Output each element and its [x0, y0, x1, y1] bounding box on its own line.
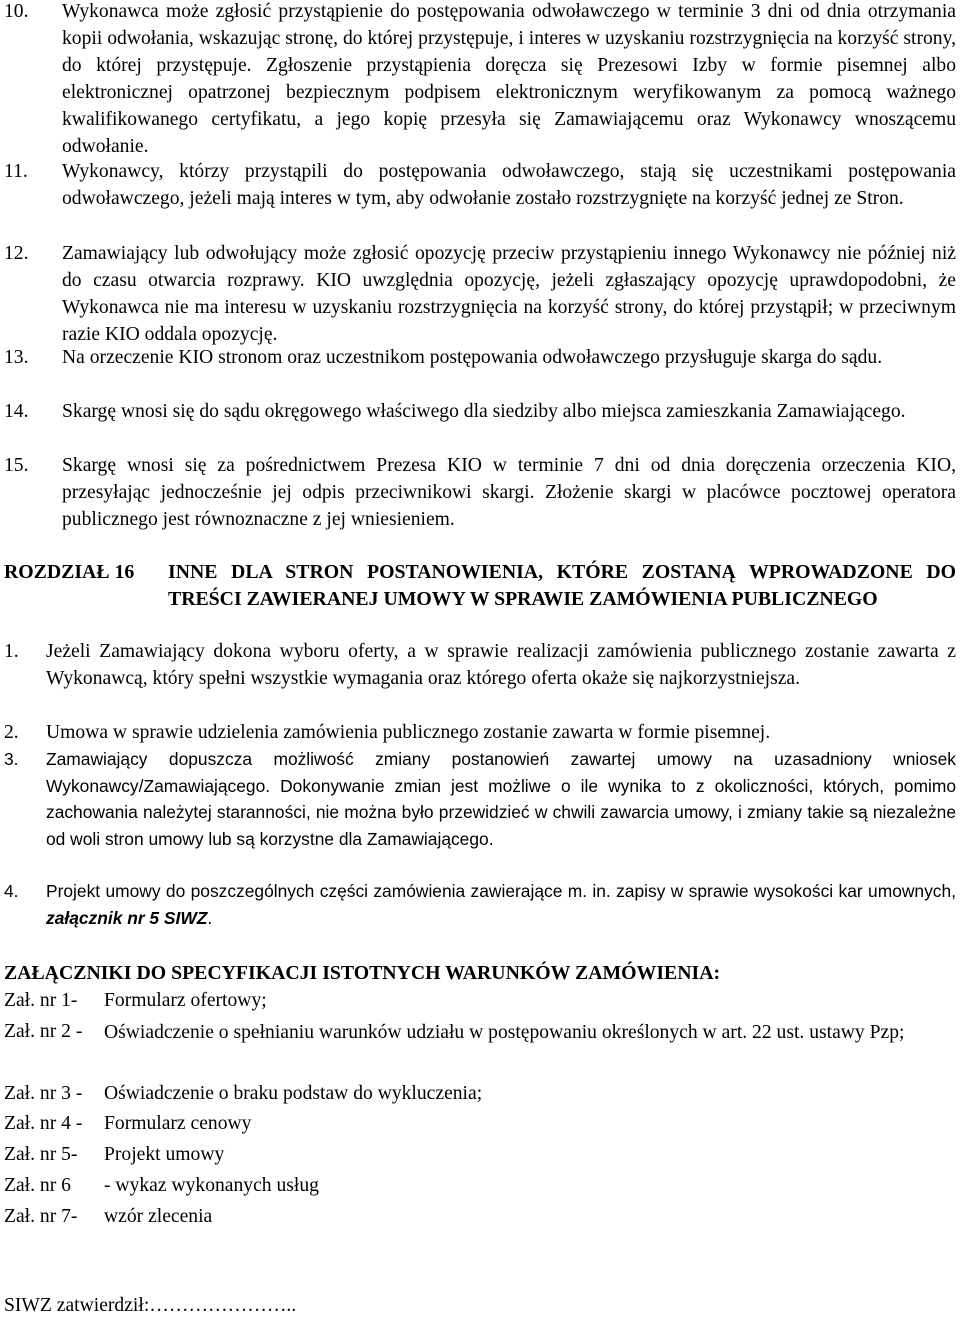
attachment-label: Zał. nr 6	[4, 1175, 71, 1196]
list-item	[4, 452, 956, 533]
list-item	[4, 158, 956, 212]
list-item	[4, 878, 956, 932]
item-number: 12.	[4, 243, 29, 264]
item-text: Jeżeli Zamawiający dokona wyboru oferty, a w sprawie realizacji zamówienia publicznego zostanie zawarta z Wykonawcą, który spełni wszystkie wymagania oraz którego oferta okaże się najkorzystniejsza.	[46, 641, 956, 689]
attachments-heading: ZAŁĄCZNIKI DO SPECYFIKACJI ISTOTNYCH WARUNKÓW ZAMÓWIENIA:	[4, 962, 721, 984]
attachment-item	[4, 1203, 956, 1230]
item-text: Zamawiający dopuszcza możliwość zmiany postanowień zawartej umowy na uzasadniony wniosek Wykonawcy/Zamawiającego. Dokonywanie zmian jest możliwe o ile wynika to z okoliczności, których, pomimo zachowania należytej staranności, nie można było przewidzieć w chwili zawarcia umowy, i zmiany takie są niezależne od woli stron umowy lub są korzystne dla Zamawiającego.	[46, 749, 956, 849]
item-number: 10.	[4, 1, 29, 22]
item-number: 2.	[4, 722, 19, 743]
item-text: Zamawiający lub odwołujący może zgłosić opozycję przeciw przystąpieniu innego Wykonawcy nie później niż do czasu otwarcia rozprawy. KIO uwzględnia opozycję, jeżeli zgłaszający opozycję uprawdopodobni, że Wykonawca nie ma interesu w uzyskaniu rozstrzygnięcia na korzyść strony, do której przystąpił; w przeciwnym razie KIO oddala opozycję.	[62, 243, 956, 345]
attachment-text: wzór zlecenia	[104, 1206, 213, 1227]
attachment-item	[4, 987, 956, 1014]
signature-line: SIWZ zatwierdził:…………………..	[4, 1295, 297, 1316]
item-number: 3.	[4, 749, 19, 769]
attachment-text: Formularz cenowy	[104, 1113, 252, 1134]
item-text: Umowa w sprawie udzielenia zamówienia publicznego zostanie zawarta w formie pisemnej.	[46, 722, 771, 743]
item-number: 14.	[4, 401, 29, 422]
list-item	[4, 638, 956, 692]
item-number: 1.	[4, 641, 19, 662]
attachment-label: Zał. nr 3 -	[4, 1083, 83, 1104]
chapter-heading	[4, 559, 956, 612]
list-item	[4, 0, 956, 160]
attachment-label: Zał. nr 7-	[4, 1206, 78, 1227]
attachment-label: Zał. nr 2 -	[4, 1021, 83, 1042]
chapter-title: INNE DLA STRON POSTANOWIENIA, KTÓRE ZOSTANĄ WPROWADZONE DO TREŚCI ZAWIERANEJ UMOWY W SPRAWIE ZAMÓWIENIA PUBLICZNEGO	[168, 561, 956, 610]
attachment-reference: załącznik nr 5 SIWZ	[46, 908, 208, 928]
attachment-label: Zał. nr 1-	[4, 990, 78, 1011]
item-number: 4.	[4, 881, 19, 901]
item-text-main: Projekt umowy do poszczególnych części zamówienia zawierające m. in. zapisy w sprawie wysokości kar umownych,	[46, 881, 956, 901]
attachment-text: Formularz ofertowy;	[104, 990, 267, 1011]
item-text	[46, 878, 956, 932]
attachment-item	[4, 1172, 956, 1199]
item-text: Skargę wnosi się za pośrednictwem Prezesa KIO w terminie 7 dni od dnia doręczenia orzeczenia KIO, przesyłając jednocześnie jej odpis przeciwnikowi skargi. Złożenie skargi w placówce pocztowej operatora publicznego jest równoznaczne z jej wniesieniem.	[62, 455, 956, 530]
list-item	[4, 746, 956, 852]
attachment-label: Zał. nr 5-	[4, 1144, 78, 1165]
attachment-item	[4, 1018, 956, 1048]
attachment-item	[4, 1080, 956, 1107]
attachment-text: Oświadczenie o braku podstaw do wykluczenia;	[104, 1083, 483, 1104]
item-text: Wykonawcy, którzy przystąpili do postępowania odwoławczego, stają się uczestnikami postępowania odwoławczego, jeżeli mają interes w tym, aby odwołanie zostało rozstrzygnięte na korzyść jednej ze Stron.	[62, 161, 956, 209]
item-text: Skargę wnosi się do sądu okręgowego właściwego dla siedziby albo miejsca zamieszkania Zamawiającego.	[62, 401, 906, 422]
attachment-text: - wykaz wykonanych usług	[104, 1175, 319, 1196]
attachment-text: Projekt umowy	[104, 1144, 225, 1165]
item-number: 15.	[4, 455, 29, 476]
item-number: 11.	[4, 161, 28, 182]
chapter-label: ROZDZIAŁ 16	[4, 561, 135, 583]
item-text: Wykonawca może zgłosić przystąpienie do postępowania odwoławczego w terminie 3 dni od dnia otrzymania kopii odwołania, wskazując stronę, do której przystępuje, i interes w uzyskaniu rozstrzygnięcia na korzyść strony, do której przystępuje. Zgłoszenie przystąpienia doręcza się Prezesowi Izby w formie pisemnej albo elektronicznej opatrzonej bezpiecznym podpisem elektronicznym weryfikowanym za pomocą ważnego kwalifikowanego certyfikatu, a jego kopię przesyła się Zamawiającemu oraz Wykonawcy wnoszącemu odwołanie.	[62, 1, 956, 157]
attachment-text: Oświadczenie o spełnianiu warunków udziału w postępowaniu określonych w art. 22 ust. ustawy Pzp;	[104, 1022, 905, 1043]
list-item	[4, 398, 956, 425]
list-item	[4, 719, 956, 746]
list-item	[4, 344, 956, 371]
attachment-item	[4, 1110, 956, 1137]
item-number: 13.	[4, 347, 29, 368]
item-text-tail: .	[207, 908, 213, 928]
item-text: Na orzeczenie KIO stronom oraz uczestnikom postępowania odwoławczego przysługuje skarga do sądu.	[62, 347, 883, 368]
attachment-label: Zał. nr 4 -	[4, 1113, 83, 1134]
list-item	[4, 240, 956, 348]
attachment-item	[4, 1141, 956, 1168]
